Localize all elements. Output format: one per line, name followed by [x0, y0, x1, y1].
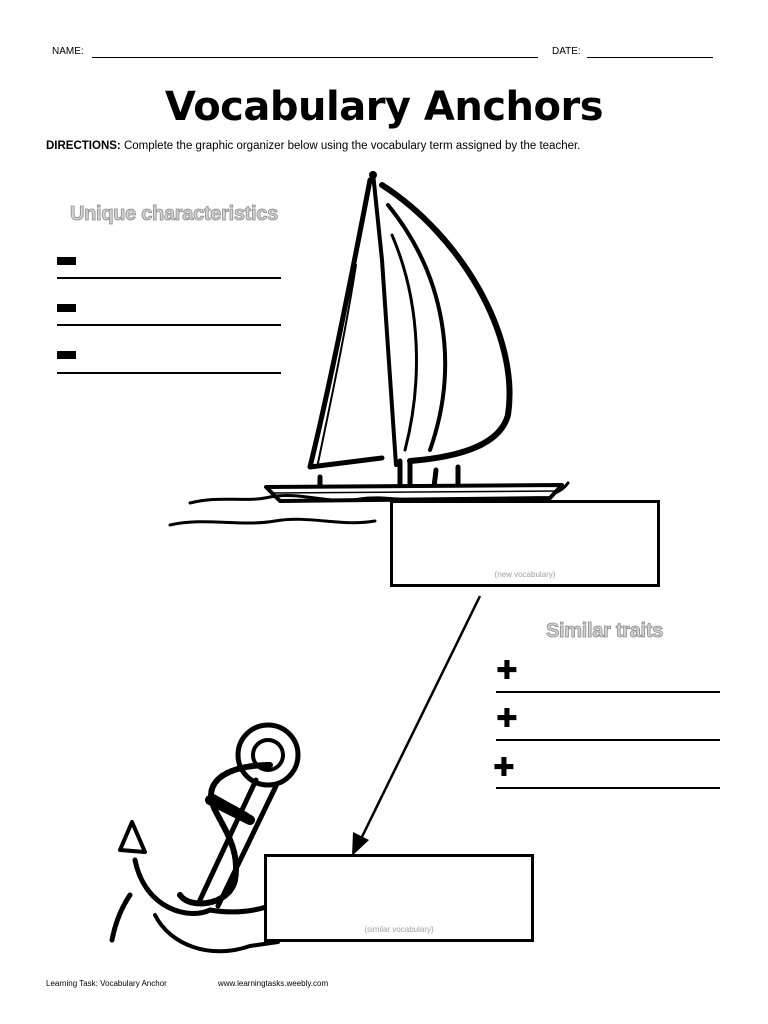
directions-label: DIRECTIONS:	[46, 140, 121, 152]
similar-line-3[interactable]	[496, 787, 720, 789]
date-field-line[interactable]	[587, 57, 713, 58]
plus-icon: ✚	[496, 703, 518, 733]
plus-icon: ✚	[496, 655, 518, 685]
similar-line-2[interactable]	[496, 739, 720, 741]
new-vocabulary-box[interactable]	[390, 500, 660, 587]
footer-task-name: Learning Task: Vocabulary Anchor	[46, 979, 167, 988]
page-title: Vocabulary Anchors	[164, 84, 604, 130]
arrow-down-left-icon	[340, 590, 490, 860]
similar-line-1[interactable]	[496, 691, 720, 693]
minus-icon	[57, 304, 76, 312]
plus-icon: ✚	[493, 752, 515, 782]
similar-vocabulary-caption: (similar vocabulary)	[364, 925, 434, 934]
similar-traits-heading: Similar traits	[546, 620, 663, 642]
date-label: DATE:	[552, 46, 581, 57]
similar-vocabulary-box[interactable]	[264, 854, 534, 942]
minus-icon	[57, 257, 76, 265]
directions	[46, 140, 580, 152]
name-field-line[interactable]	[92, 57, 538, 58]
sailboat-icon	[160, 165, 580, 540]
minus-icon	[57, 351, 76, 359]
directions-text: Complete the graphic organizer below using the vocabulary term assigned by the teacher.	[123, 140, 581, 152]
unique-characteristics-heading: Unique characteristics	[70, 203, 278, 225]
footer-website: www.learningtasks.weebly.com	[218, 979, 329, 988]
new-vocabulary-caption: (new vocabulary)	[494, 570, 556, 579]
name-label: NAME:	[52, 46, 84, 57]
header-row	[52, 46, 720, 62]
